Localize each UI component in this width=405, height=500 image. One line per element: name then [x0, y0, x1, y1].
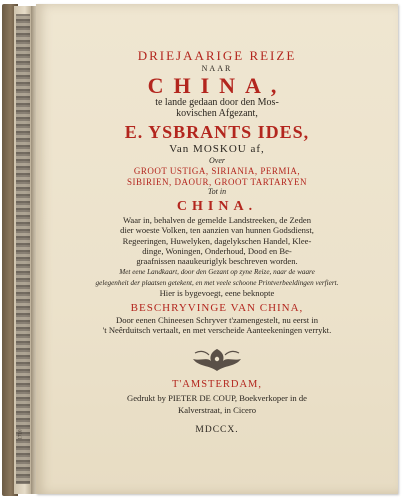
- title-line-5: kovischen Afgezant,: [176, 108, 258, 119]
- destination-china: CHINA.: [176, 199, 258, 214]
- frontispiece-edge: [14, 6, 32, 494]
- regions-line-2: SIBIRIEN, DAOUR, GROOT TARTARYEN: [127, 176, 307, 187]
- added-note: Hier is bygevoegt, eene beknopte: [159, 288, 275, 299]
- title-china: CHINA,: [147, 73, 287, 98]
- map-note-line-2: gelegenheit der plaatsen getekent, en met veele schoone Printverbeeldingen verfiert.: [95, 279, 339, 288]
- description-line-5: graafnissen naaukeuriglyk beschreven worden.: [136, 256, 298, 267]
- over-word: Over: [209, 156, 225, 165]
- title-text-block: [36, 34, 398, 435]
- frontispiece-number: 1710: [18, 429, 24, 440]
- title-page: [36, 4, 398, 494]
- engraving-strip: [16, 14, 30, 484]
- printer-line-2: Kalverstraat, in Cicero: [177, 405, 257, 416]
- beschryvinge-heading: BESCHRYVINGE VAN CHINA,: [130, 301, 304, 314]
- printers-ornament-icon: [187, 345, 247, 373]
- title-line-2: NAAR: [201, 64, 233, 73]
- title-line-4: te lande gedaan door den Mos-: [155, 97, 279, 108]
- origin-city: Van MOSKOU af,: [169, 143, 265, 155]
- book: [2, 4, 400, 496]
- description-line-2: dier woeste Volken, ten aanzien van hunnen Godsdienst,: [120, 225, 314, 236]
- regions-line-1: GROOT USTIGA, SIRIANIA, PERMIA,: [133, 166, 301, 176]
- tot-in-word: Tot in: [207, 187, 227, 196]
- chinese-writer-line-2: 't Neêrduitsch vertaalt, en met verscheide Aanteekeningen verrykt.: [102, 325, 332, 336]
- imprint-place: T'AMSTERDAM,: [171, 379, 263, 391]
- description-line-1: Waar in, behalven de gemelde Landstreeken, de Zeden: [122, 215, 312, 225]
- printer-line-1: Gedrukt by PIETER DE COUP, Boekverkoper in de: [127, 393, 307, 404]
- title-line-1: DRIEJAARIGE REIZE: [137, 48, 297, 63]
- description-line-4: dinge, Woningen, Onderhoud, Dood en Be-: [142, 245, 292, 256]
- imprint-year: MDCCX.: [195, 425, 239, 436]
- chinese-writer-line-1: Door eenen Chineesen Schryver t'zamengestelt, nu eerst in: [116, 314, 318, 325]
- map-note-line-1: Met eene Landkaart, door den Gezant op zyne Reize, naar de waare: [119, 268, 315, 277]
- author-name: E. YSBRANTS IDES,: [124, 122, 310, 142]
- description-line-3: Regeeringen, Huwelyken, dagelykschen Handel, Klee-: [122, 235, 312, 246]
